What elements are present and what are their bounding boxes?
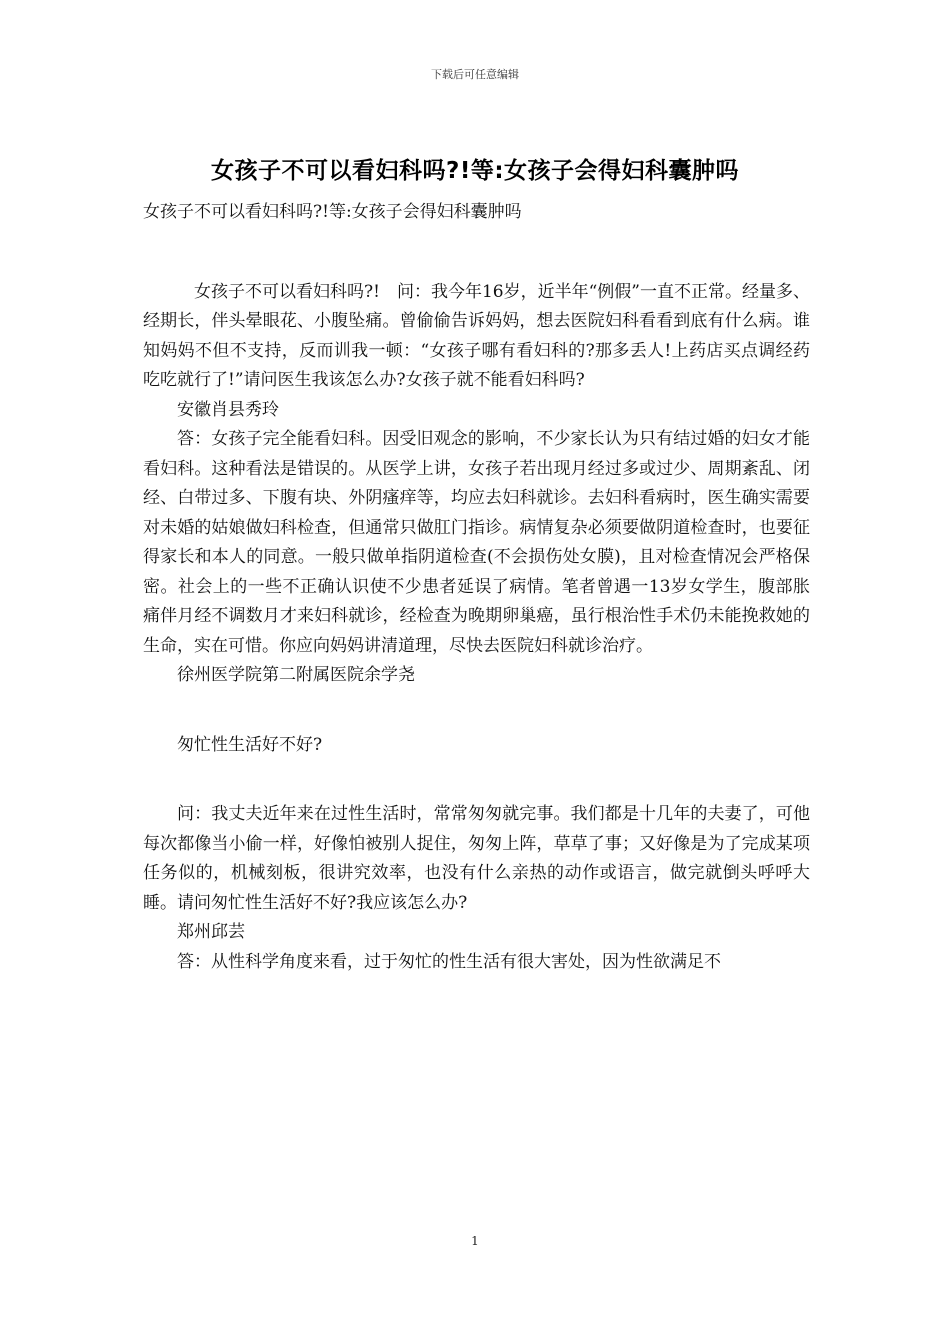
- author-signature-3: 郑州邱芸: [177, 922, 245, 942]
- question-paragraph-1: 女孩子不可以看妇科吗?! 问：我今年16岁，近半年“例假”一直不正常。经量多、经期长，伴头晕眼花、小腹坠痛。曾偷偷告诉妈妈，想去医院妇科看看到底有什么病。谁知妈妈不但不支持，反而训我一顿：“女孩子哪有看妇科的?那多丢人!上药店买点调经药吃吃就行了!”请问医生我该怎么办?女孩子就不能看妇科吗?: [143, 281, 810, 390]
- document-subtitle: 女孩子不可以看妇科吗?!等:女孩子会得妇科囊肿吗: [143, 202, 522, 222]
- question-paragraph-2: 问：我丈夫近年来在过性生活时，常常匆匆就完事。我们都是十几年的夫妻了，可他每次都像当小偷一样，好像怕被别人捉住，匆匆上阵，草草了事；又好像是为了完成某项任务似的，机械刻板，很讲究效率，也没有什么亲热的动作或语言，做完就倒头呼呼大睡。请问匆忙性生活好不好?我应该怎么办?: [143, 804, 810, 913]
- section-heading-2: 匆忙性生活好不好?: [177, 734, 323, 755]
- answer-paragraph-1: 答：女孩子完全能看妇科。因受旧观念的影响，不少家长认为只有结过婚的妇女才能看妇科。这种看法是错误的。从医学上讲，女孩子若出现月经过多或过少、周期紊乱、闭经、白带过多、下腹有块、外阴瘙痒等，均应去妇科就诊。去妇科看病时，医生确实需要对未婚的姑娘做妇科检查，但通常只做肛门指诊。病情复杂必须要做阴道检查时，也要征得家长和本人的同意。一般只做单指阴道检查(不会损伤处女膜)，且对检查情况会严格保密。社会上的一些不正确认识使不少患者延误了病情。笔者曾遇一13岁女学生，腹部胀痛伴月经不调数月才来妇科就诊，经检查为晚期卵巢癌，虽行根治性手术仍未能挽救她的生命，实在可惜。你应向妈妈讲清道理，尽快去医院妇科就诊治疗。: [143, 429, 810, 656]
- author-signature-1: 安徽肖县秀玲: [177, 399, 279, 420]
- document-title: 女孩子不可以看妇科吗?!等:女孩子会得妇科囊肿吗: [210, 158, 740, 184]
- document-body: [143, 198, 810, 977]
- answer-paragraph-2: 答：从性科学角度来看，过于匆忙的性生活有很大害处，因为性欲满足不: [177, 951, 721, 972]
- page-number: 1: [471, 1234, 479, 1248]
- author-signature-2: 徐州医学院第二附属医院余学尧: [177, 665, 415, 685]
- header-note: 下载后可任意编辑: [431, 68, 519, 81]
